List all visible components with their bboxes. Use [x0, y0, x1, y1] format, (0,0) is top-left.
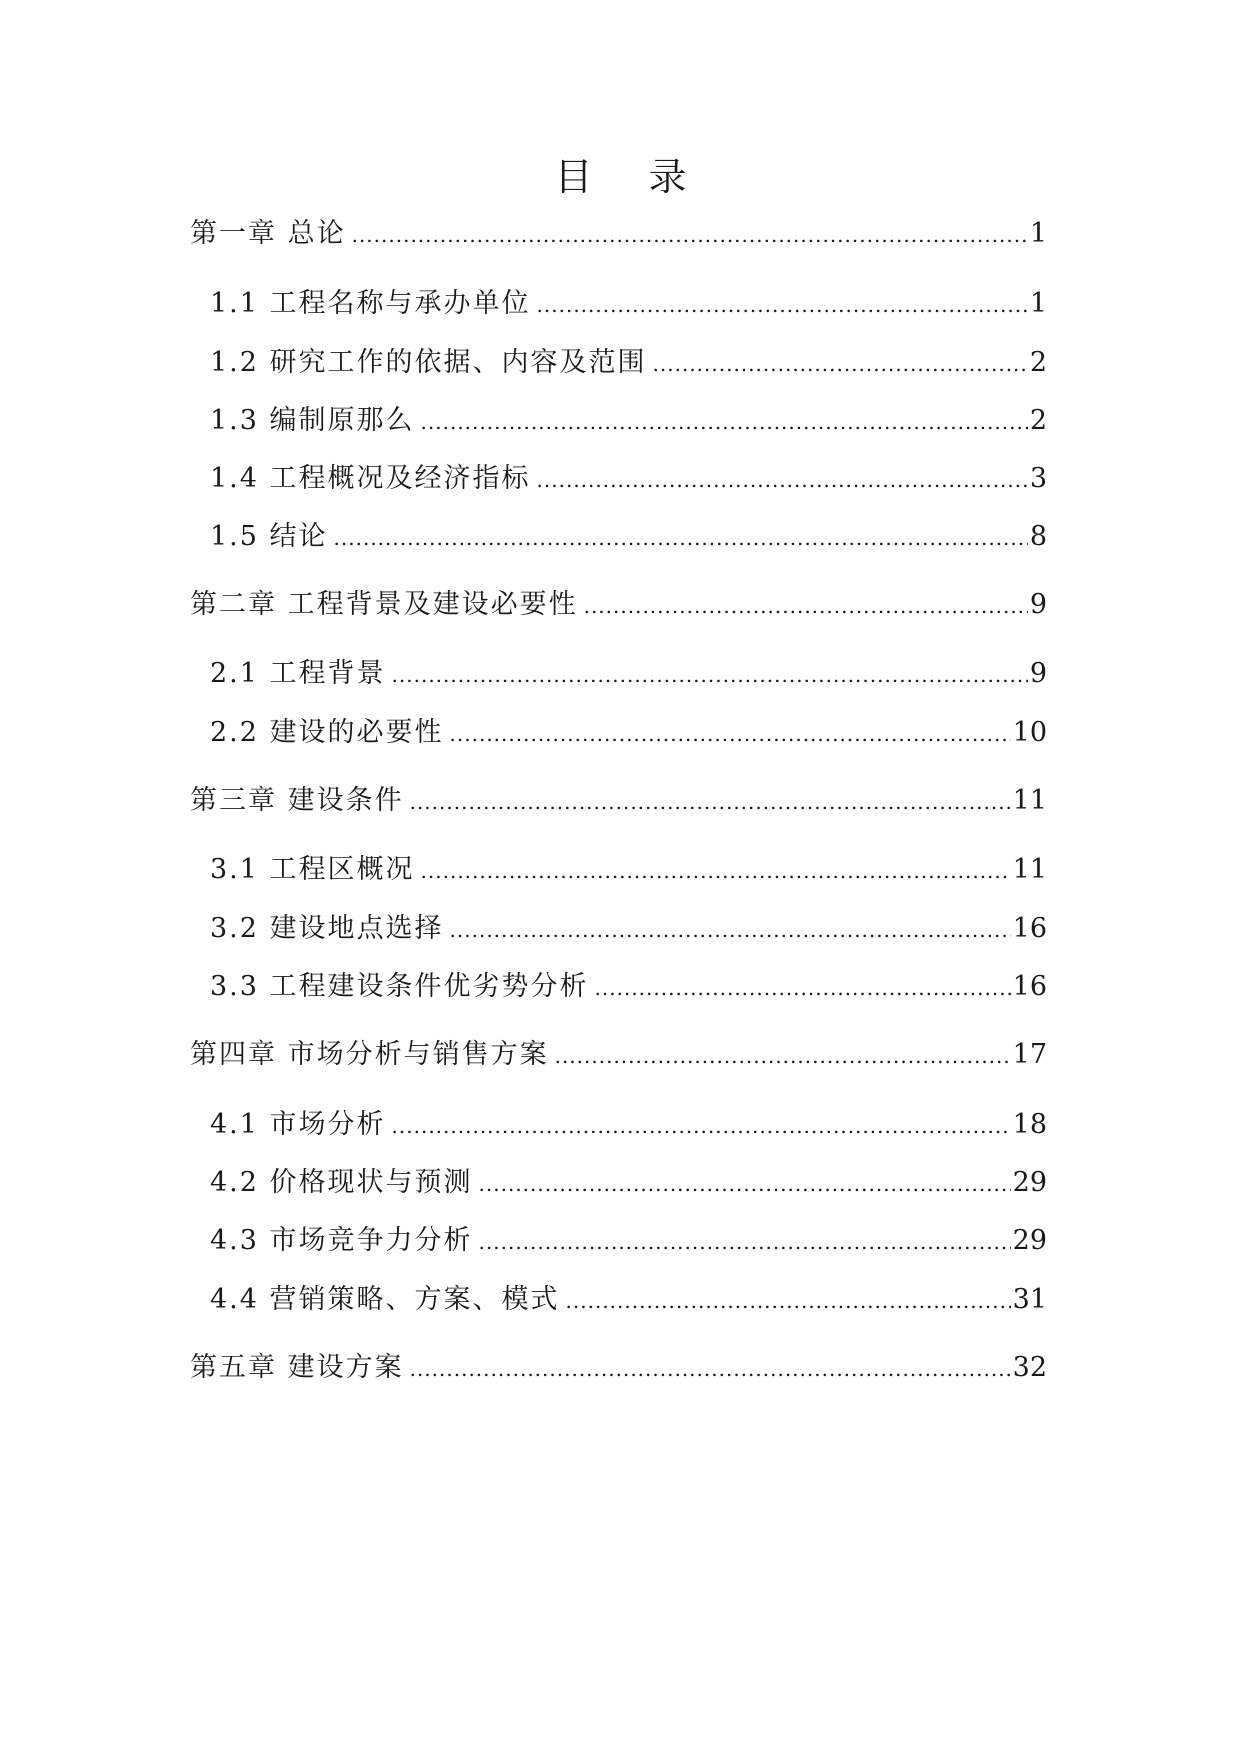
dot-leader — [537, 460, 1028, 500]
toc-entry-label: 1.4 工程概况及经济指标 — [210, 463, 531, 494]
dot-leader — [566, 1281, 1011, 1321]
toc-entry-section-4-1[interactable] — [210, 1105, 1047, 1145]
toc-page-number: 11 — [1012, 785, 1047, 816]
toc-page-number: 31 — [1012, 1284, 1047, 1315]
toc-page-number: 1 — [1029, 288, 1047, 319]
toc-entry-label: 1.5 结论 — [210, 521, 328, 552]
dot-leader — [410, 1349, 1011, 1389]
toc-entry-section-1-5[interactable] — [210, 517, 1047, 557]
toc-entry-chapter-1[interactable] — [190, 214, 1047, 254]
dot-leader — [450, 910, 1011, 950]
toc-entry-section-4-2[interactable] — [210, 1163, 1047, 1203]
dot-leader — [479, 1222, 1011, 1262]
dot-leader — [392, 655, 1028, 695]
toc-page-number: 29 — [1012, 1167, 1047, 1198]
toc-entry-section-3-2[interactable] — [210, 909, 1047, 949]
toc-entry-section-2-1[interactable] — [210, 654, 1047, 694]
toc-entry-label: 1.3 编制原那么 — [210, 405, 415, 436]
toc-page-number: 16 — [1012, 913, 1047, 944]
toc-entry-section-4-4[interactable] — [210, 1280, 1047, 1320]
toc-entry-label: 第四章 市场分析与销售方案 — [190, 1039, 549, 1070]
toc-entry-section-3-3[interactable] — [210, 967, 1047, 1007]
toc-entry-label: 4.2 价格现状与预测 — [210, 1167, 473, 1198]
toc-page-number: 8 — [1029, 521, 1047, 552]
dot-leader — [584, 586, 1028, 626]
dot-leader — [392, 1106, 1011, 1146]
toc-entry-section-2-2[interactable] — [210, 713, 1047, 753]
dot-leader — [555, 1036, 1011, 1076]
toc-entry-section-1-1[interactable] — [210, 284, 1047, 324]
toc-entry-chapter-5[interactable] — [190, 1348, 1047, 1388]
dot-leader — [479, 1164, 1011, 1204]
toc-entry-section-3-1[interactable] — [210, 850, 1047, 890]
toc-entry-label: 第一章 总论 — [190, 218, 346, 249]
toc-page-number: 32 — [1012, 1352, 1047, 1383]
toc-title: 目 录 — [554, 155, 709, 199]
toc-page-number: 11 — [1012, 854, 1047, 885]
dot-leader — [653, 344, 1028, 384]
toc-entry-section-1-3[interactable] — [210, 401, 1047, 441]
dot-leader — [537, 285, 1028, 325]
toc-entry-section-1-4[interactable] — [210, 459, 1047, 499]
dot-leader — [421, 851, 1011, 891]
toc-entry-label: 1.1 工程名称与承办单位 — [210, 288, 531, 319]
toc-page-number: 3 — [1029, 463, 1047, 494]
toc-entry-chapter-3[interactable] — [190, 781, 1047, 821]
dot-leader — [352, 215, 1028, 255]
toc-entry-chapter-2[interactable] — [190, 585, 1047, 625]
dot-leader — [421, 402, 1028, 442]
toc-entry-label: 3.1 工程区概况 — [210, 854, 415, 885]
dot-leader — [334, 518, 1028, 558]
toc-entry-label: 4.3 市场竞争力分析 — [210, 1225, 473, 1256]
toc-entry-label: 4.1 市场分析 — [210, 1109, 386, 1140]
toc-entry-section-4-3[interactable] — [210, 1221, 1047, 1261]
toc-page-number: 2 — [1029, 347, 1047, 378]
toc-entry-label: 第三章 建设条件 — [190, 785, 404, 816]
dot-leader — [410, 782, 1011, 822]
toc-page-number: 29 — [1012, 1225, 1047, 1256]
toc-entry-label: 第五章 建设方案 — [190, 1352, 404, 1383]
toc-entry-label: 3.2 建设地点选择 — [210, 913, 444, 944]
toc-page-number: 9 — [1029, 658, 1047, 689]
toc-page-number: 10 — [1012, 717, 1047, 748]
toc-entry-section-1-2[interactable] — [210, 343, 1047, 383]
toc-page-number: 2 — [1029, 405, 1047, 436]
toc-entry-label: 4.4 营销策略、方案、模式 — [210, 1284, 560, 1315]
toc-entry-label: 2.2 建设的必要性 — [210, 717, 444, 748]
toc-page-number: 1 — [1029, 218, 1047, 249]
toc-page-number: 18 — [1012, 1109, 1047, 1140]
toc-entry-label: 3.3 工程建设条件优劣势分析 — [210, 971, 589, 1002]
dot-leader — [595, 968, 1011, 1008]
toc-page-number: 9 — [1029, 589, 1047, 620]
toc-entry-chapter-4[interactable] — [190, 1035, 1047, 1075]
toc-entry-label: 第二章 工程背景及建设必要性 — [190, 589, 578, 620]
dot-leader — [450, 714, 1011, 754]
toc-page-number: 17 — [1012, 1039, 1047, 1070]
toc-entry-label: 2.1 工程背景 — [210, 658, 386, 689]
toc-page-number: 16 — [1012, 971, 1047, 1002]
toc-entry-label: 1.2 研究工作的依据、内容及范围 — [210, 347, 647, 378]
